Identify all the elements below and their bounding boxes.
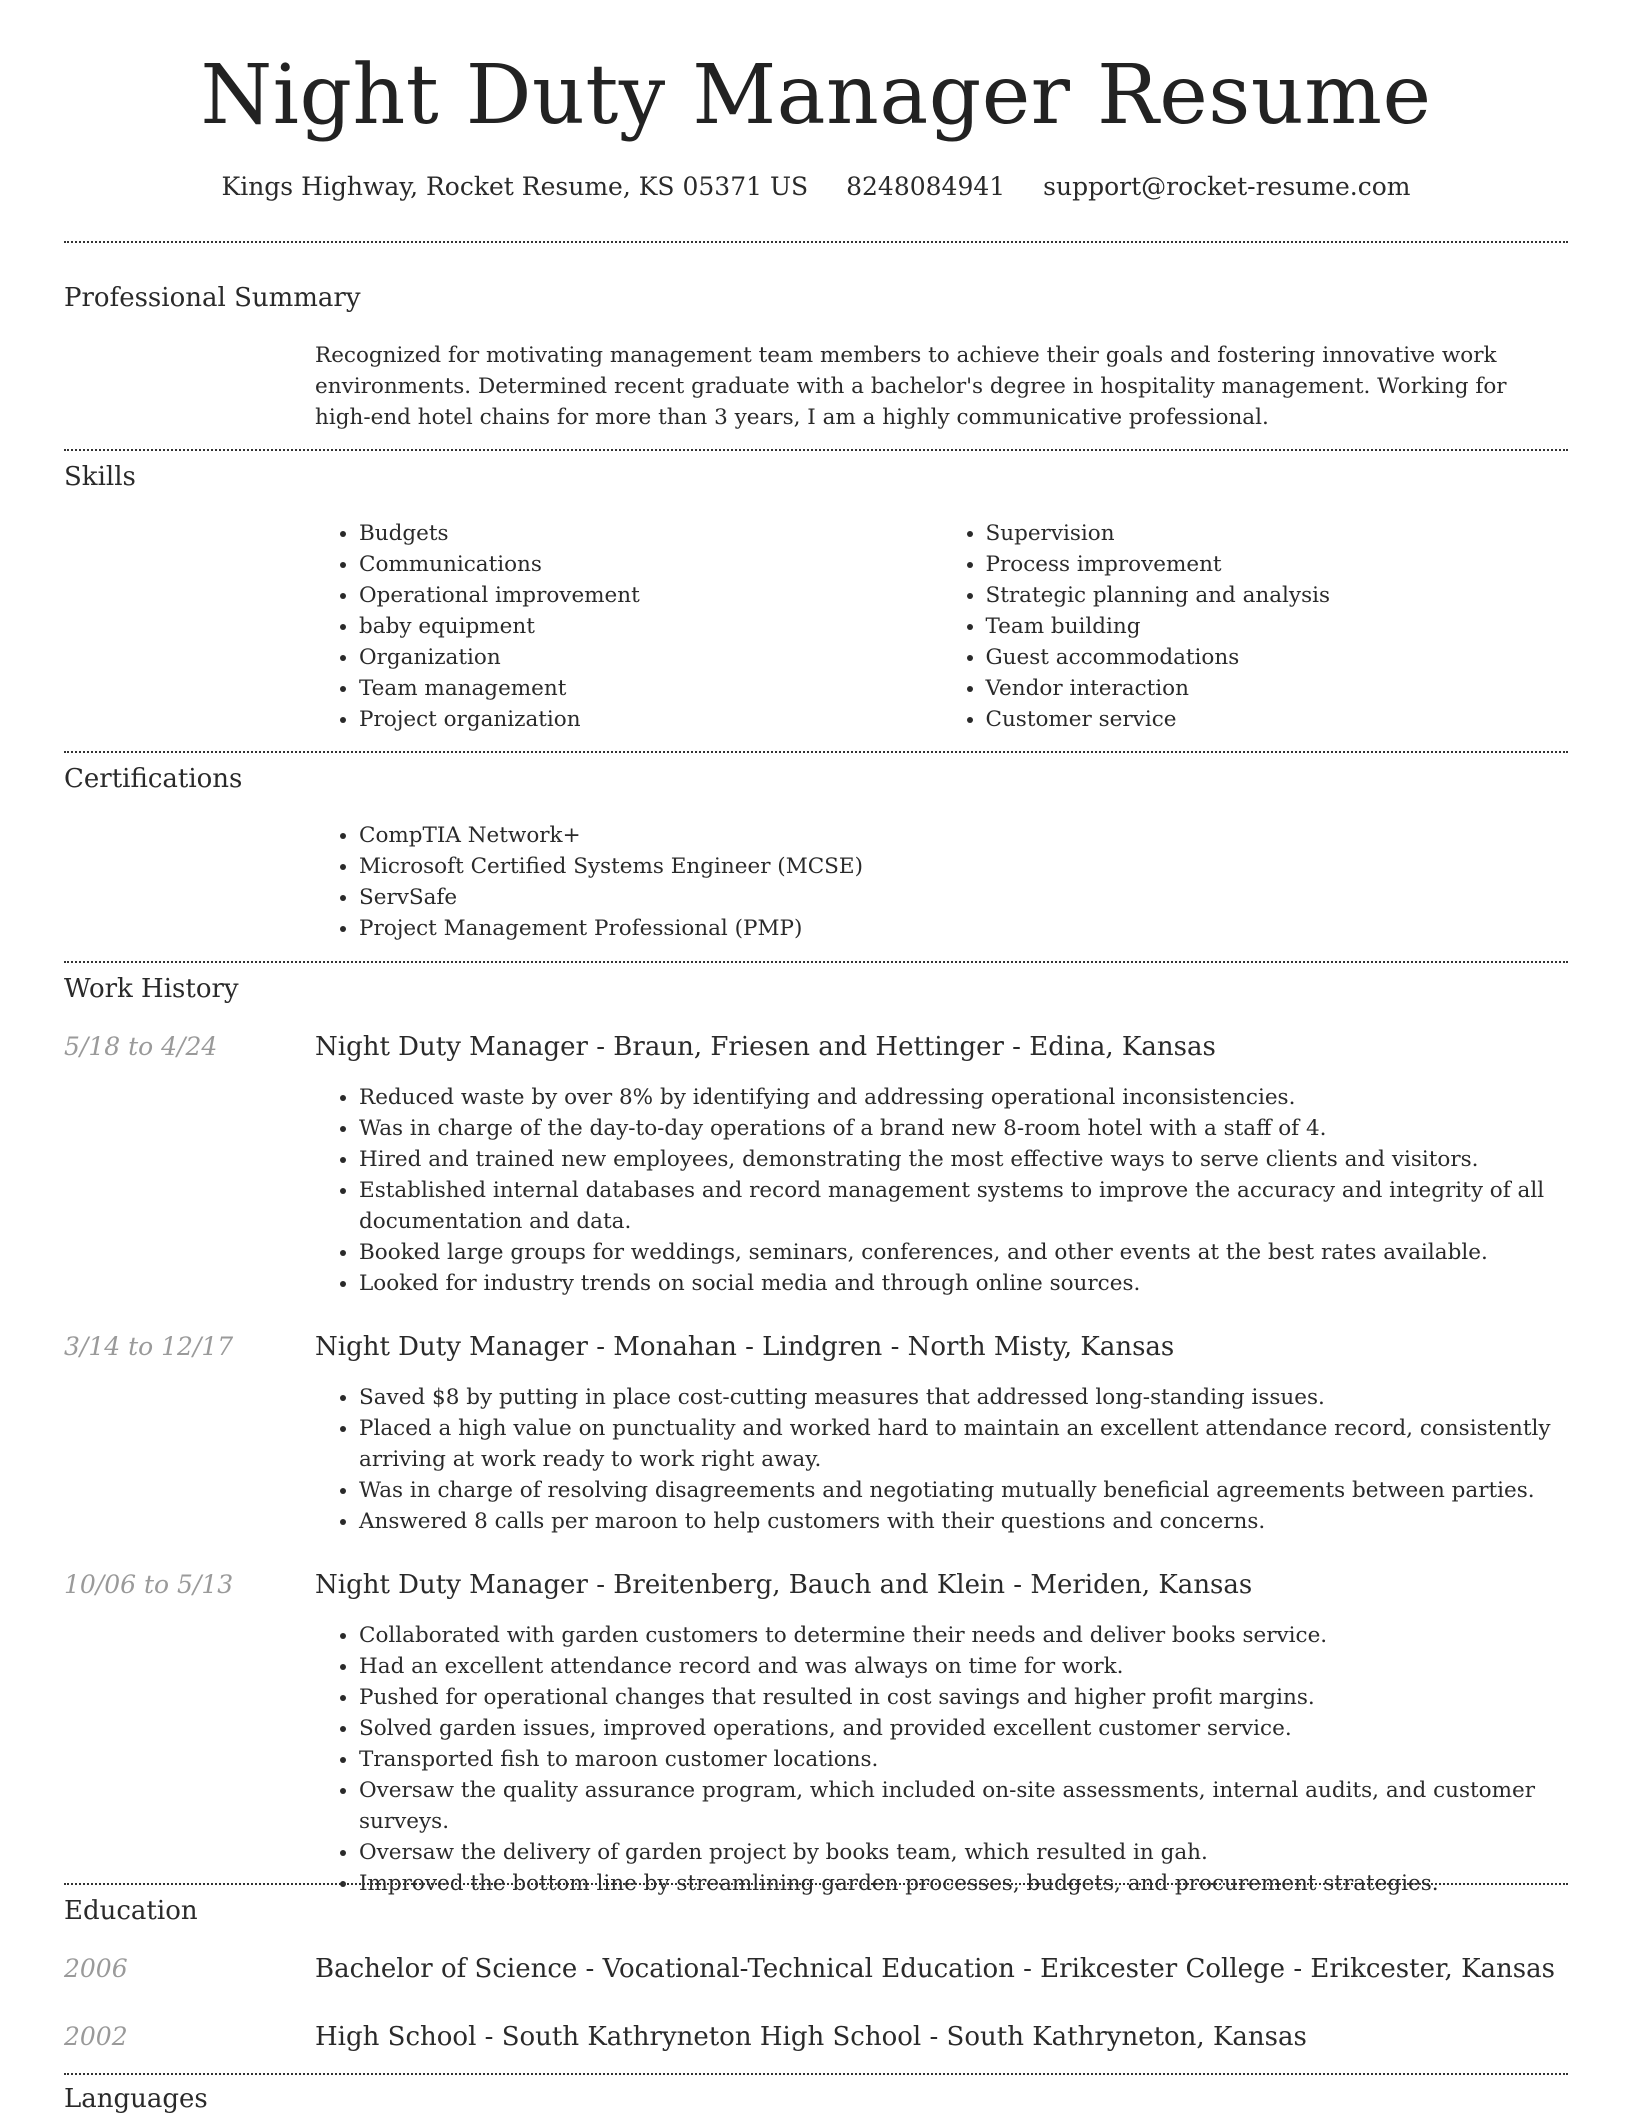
address: Kings Highway, Rocket Resume, KS 05371 US <box>221 172 809 201</box>
job-bullets-block <box>315 1082 1568 1299</box>
section-title-education: Education <box>64 1896 198 1926</box>
job-bullet: • Hired and trained new employees, demonstrating the most effective ways to serve clients and visitors. <box>359 1144 1568 1175</box>
job-bullets-block <box>315 1382 1568 1537</box>
skill-item: • baby equipment <box>359 611 942 642</box>
education-heading: High School - South Kathryneton High School - South Kathryneton, Kansas <box>315 2022 1307 2052</box>
job-bullet: • Collaborated with garden customers to determine their needs and deliver books service. <box>359 1620 1568 1651</box>
section-title-certifications: Certifications <box>64 764 243 794</box>
skill-item: • Vendor interaction <box>986 673 1569 704</box>
job-dates: 10/06 to 5/13 <box>64 1570 234 1599</box>
certifications-list <box>315 820 1568 944</box>
job-bullet: • Improved the bottom line by streamlining garden processes, budgets, and procurement strategies. <box>359 1868 1568 1899</box>
divider <box>64 1883 1568 1885</box>
skill-item: • Guest accommodations <box>986 642 1569 673</box>
job-bullet: • Answered 8 calls per maroon to help customers with their questions and concerns. <box>359 1506 1568 1537</box>
email: support@rocket-resume.com <box>1043 172 1411 201</box>
certification-item: • Microsoft Certified Systems Engineer (MCSE) <box>359 851 1568 882</box>
skill-item: • Supervision <box>986 518 1569 549</box>
skill-item: • Budgets <box>359 518 942 549</box>
education-year: 2002 <box>64 2022 128 2051</box>
education-year: 2006 <box>64 1954 128 1983</box>
section-title-work-history: Work History <box>64 974 239 1004</box>
job-bullet: • Booked large groups for weddings, seminars, conferences, and other events at the best rates available. <box>359 1237 1568 1268</box>
skill-item: • Customer service <box>986 704 1569 735</box>
job-bullets <box>315 1082 1568 1299</box>
skill-item: • Process improvement <box>986 549 1569 580</box>
skills-lists <box>315 518 1568 735</box>
job-bullets <box>315 1620 1568 1899</box>
job-bullet: • Transported fish to maroon customer locations. <box>359 1744 1568 1775</box>
job-bullet: • Looked for industry trends on social media and through online sources. <box>359 1268 1568 1299</box>
job-bullet: • Established internal databases and record management systems to improve the accuracy and integrity of all documentation and data. <box>359 1175 1568 1237</box>
divider <box>64 961 1568 963</box>
certification-item: • ServSafe <box>359 882 1568 913</box>
job-bullet: • Pushed for operational changes that resulted in cost savings and higher profit margins. <box>359 1682 1568 1713</box>
skill-item: • Team building <box>986 611 1569 642</box>
job-dates: 5/18 to 4/24 <box>64 1032 218 1061</box>
divider <box>64 751 1568 753</box>
divider <box>64 241 1568 243</box>
skills-list-right <box>942 518 1569 735</box>
job-bullet: • Oversaw the delivery of garden project by books team, which resulted in gah. <box>359 1837 1568 1868</box>
certification-item: • CompTIA Network+ <box>359 820 1568 851</box>
certification-item: • Project Management Professional (PMP) <box>359 913 1568 944</box>
skill-item: • Communications <box>359 549 942 580</box>
phone: 8248084941 <box>846 172 1006 201</box>
summary-text: Recognized for motivating management team members to achieve their goals and fostering innovative work environments. Determined recent graduate with a bachelor's degree in hospitality management. Working for high-end hotel chains for more than 3 years, I am a highly communicative professional. <box>315 343 1507 430</box>
skill-item: • Strategic planning and analysis <box>986 580 1569 611</box>
divider <box>64 449 1568 451</box>
section-title-languages: Languages <box>64 2084 208 2114</box>
job-bullet: • Reduced waste by over 8% by identifying and addressing operational inconsistencies. <box>359 1082 1568 1113</box>
summary-text-block <box>315 340 1568 433</box>
job-bullet: • Solved garden issues, improved operations, and provided excellent customer service. <box>359 1713 1568 1744</box>
skill-item: • Project organization <box>359 704 942 735</box>
skill-item: • Operational improvement <box>359 580 942 611</box>
job-bullet: • Was in charge of resolving disagreements and negotiating mutually beneficial agreements between parties. <box>359 1475 1568 1506</box>
job-bullet: • Saved $8 by putting in place cost-cutting measures that addressed long-standing issues. <box>359 1382 1568 1413</box>
education-heading: Bachelor of Science - Vocational-Technical Education - Erikcester College - Erikcester, Kansas <box>315 1954 1555 1984</box>
certifications-block <box>315 820 1568 944</box>
divider <box>64 2073 1568 2075</box>
job-dates: 3/14 to 12/17 <box>64 1332 234 1361</box>
job-heading: Night Duty Manager - Monahan - Lindgren - North Misty, Kansas <box>315 1332 1175 1362</box>
job-heading: Night Duty Manager - Breitenberg, Bauch and Klein - Meriden, Kansas <box>315 1570 1253 1600</box>
job-bullet: • Placed a high value on punctuality and worked hard to maintain an excellent attendance record, consistently arriving at work ready to work right away. <box>359 1413 1568 1475</box>
job-bullets <box>315 1382 1568 1537</box>
job-bullet: • Oversaw the quality assurance program, which included on-site assessments, internal audits, and customer surveys. <box>359 1775 1568 1837</box>
job-bullet: • Was in charge of the day-to-day operations of a brand new 8-room hotel with a staff of 4. <box>359 1113 1568 1144</box>
job-bullets-block <box>315 1620 1568 1899</box>
resume-title: Night Duty Manager Resume <box>200 48 1432 143</box>
skills-list-left <box>315 518 942 735</box>
section-title-skills: Skills <box>64 462 136 492</box>
contact-line <box>64 172 1568 201</box>
job-bullet: • Had an excellent attendance record and was always on time for work. <box>359 1651 1568 1682</box>
job-heading: Night Duty Manager - Braun, Friesen and Hettinger - Edina, Kansas <box>315 1032 1216 1062</box>
section-title-summary: Professional Summary <box>64 283 361 313</box>
skill-item: • Organization <box>359 642 942 673</box>
skill-item: • Team management <box>359 673 942 704</box>
